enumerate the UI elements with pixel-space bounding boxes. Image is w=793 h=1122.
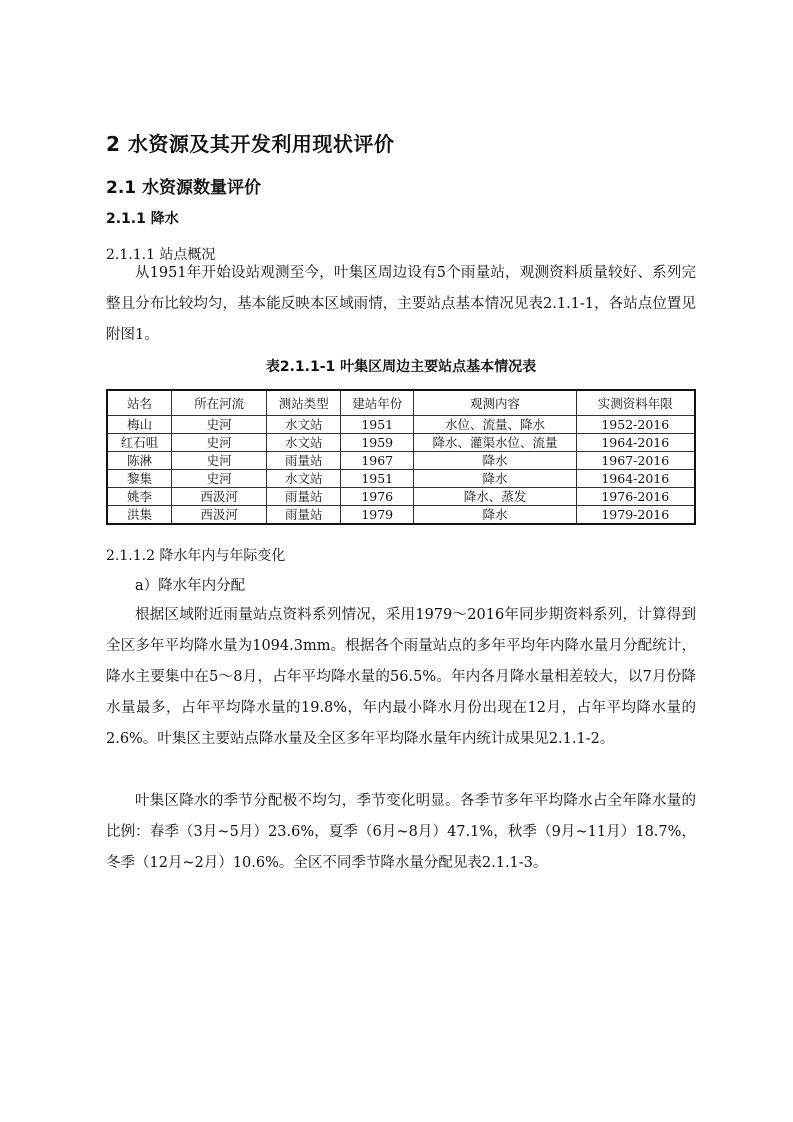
table-cell: 黎集 [107, 470, 171, 488]
table-row [107, 416, 695, 434]
table-cell: 降水、灌渠水位、流量 [414, 434, 576, 452]
table-cell: 1951 [341, 470, 414, 488]
table-cell: 1967 [341, 452, 414, 470]
table-cell: 红石咀 [107, 434, 171, 452]
table-cell: 西汲河 [171, 506, 266, 525]
table-cell: 水位、流量、降水 [414, 416, 576, 434]
table-row [107, 434, 695, 452]
table-cell: 1979 [341, 506, 414, 525]
table-cell: 1976-2016 [576, 488, 695, 506]
subheading-annual-distribution: a）降水年内分配 [135, 578, 246, 594]
table-cell: 雨量站 [267, 506, 341, 525]
table-row [107, 488, 695, 506]
table-cell: 史河 [171, 416, 266, 434]
header-cell: 所在河流 [171, 390, 266, 416]
table-cell: 1967-2016 [576, 452, 695, 470]
table-header-row [107, 390, 695, 416]
table-cell: 雨量站 [267, 452, 341, 470]
table-cell: 洪集 [107, 506, 171, 525]
table-row [107, 470, 695, 488]
table-cell: 史河 [171, 434, 266, 452]
station-table [106, 389, 696, 525]
section-heading: 2.1 水资源数量评价 [106, 178, 262, 198]
table-cell: 降水 [414, 506, 576, 525]
table-cell: 雨量站 [267, 488, 341, 506]
header-cell: 站名 [107, 390, 171, 416]
paragraph-annual-distribution: 根据区域附近雨量站点资料系列情况，采用1979～2016年同步期资料系列，计算得到全区多年平均降水量为1094.3mm。根据各个雨量站点的多年平均年内降水量月分配统计，降水主要集中在5～8月，占年平均降水量的56.5%。年内各月降水量相差较大，以7月份降水量最多，占年平均降水量的19.8%，年内最小降水月份出现在12月，占年平均降水量的2.6%。叶集区主要站点降水量及全区多年平均降水量年内统计成果见2.1.1-2。 [106, 607, 696, 747]
table-cell: 1976 [341, 488, 414, 506]
chapter-heading: 2 水资源及其开发利用现状评价 [106, 132, 395, 156]
paragraph-station-overview: 从1951年开始设站观测至今，叶集区周边设有5个雨量站，观测资料质量较好、系列完整且分布比较均匀，基本能反映本区域雨情，主要站点基本情况见表2.1.1-1，各站点位置见附图1。 [106, 265, 696, 343]
table-cell: 梅山 [107, 416, 171, 434]
table-caption: 表2.1.1-1 叶集区周边主要站点基本情况表 [265, 359, 537, 375]
subsection-heading: 2.1.1 降水 [106, 211, 179, 227]
table-cell: 降水 [414, 470, 576, 488]
table-cell: 史河 [171, 452, 266, 470]
table-cell: 水文站 [267, 470, 341, 488]
header-cell: 建站年份 [341, 390, 414, 416]
table-cell: 陈淋 [107, 452, 171, 470]
table-cell: 1951 [341, 416, 414, 434]
header-cell: 实测资料年限 [576, 390, 695, 416]
table-cell: 1964-2016 [576, 470, 695, 488]
table-cell: 降水 [414, 452, 576, 470]
table-cell: 1959 [341, 434, 414, 452]
table-cell: 1979-2016 [576, 506, 695, 525]
table-cell: 姚李 [107, 488, 171, 506]
table-row [107, 452, 695, 470]
table-cell: 西汲河 [171, 488, 266, 506]
table-cell: 降水、蒸发 [414, 488, 576, 506]
subsubsection-heading-station-overview: 2.1.1.1 站点概况 [106, 247, 216, 263]
table-cell: 水文站 [267, 416, 341, 434]
paragraph-seasonal-distribution: 叶集区降水的季节分配极不均匀，季节变化明显。各季节多年平均降水占全年降水量的比例：春季（3月~5月）23.6%，夏季（6月~8月）47.1%，秋季（9月~11月）18.7%，冬季（12月~2月）10.6%。全区不同季节降水量分配见表2.1.1-3。 [106, 793, 696, 871]
table-cell: 水文站 [267, 434, 341, 452]
table-cell: 1964-2016 [576, 434, 695, 452]
header-cell: 观测内容 [414, 390, 576, 416]
table-cell: 1952-2016 [576, 416, 695, 434]
subsubsection-heading-precipitation-variation: 2.1.1.2 降水年内与年际变化 [106, 548, 286, 564]
header-cell: 测站类型 [267, 390, 341, 416]
table-cell: 史河 [171, 470, 266, 488]
table-row [107, 506, 695, 525]
